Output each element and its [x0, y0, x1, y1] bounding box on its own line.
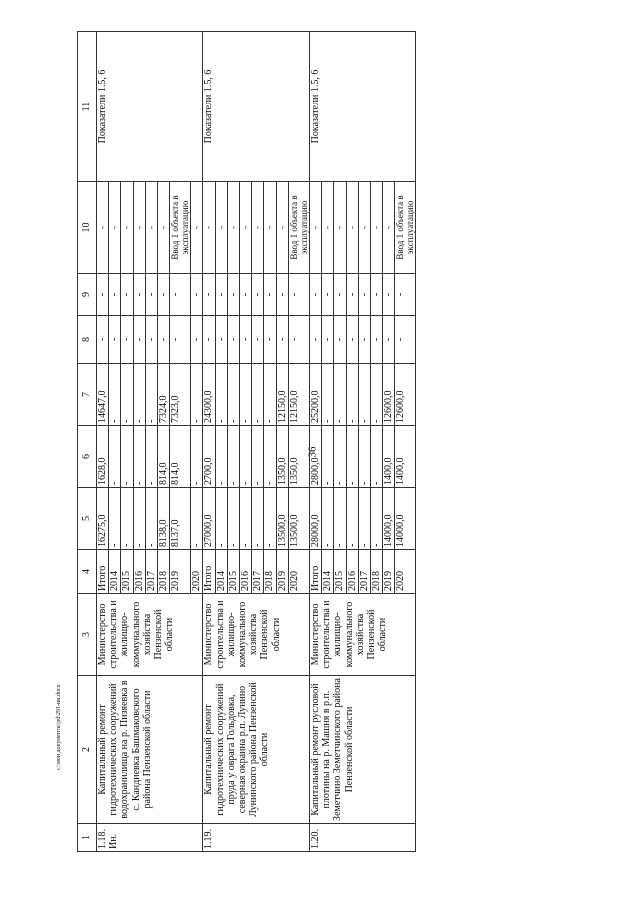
cell-col5: -: [121, 488, 133, 550]
cell-col10: -: [264, 182, 276, 274]
cell-col8: -: [109, 316, 121, 364]
cell-col10: -: [109, 182, 121, 274]
cell-col10: -: [191, 182, 203, 274]
item-executor: Министерство строительства и жилищно-коммунального хозяйства Пензенской области: [97, 594, 203, 676]
item-number: 1.18. Ин.: [97, 824, 203, 852]
cell-year: 2018: [157, 550, 169, 594]
item-indicators: Показатели 1.5, 6: [309, 32, 415, 182]
cell-col7: -: [334, 364, 346, 426]
cell-col5: -: [264, 488, 276, 550]
cell-col7: -: [145, 364, 157, 426]
cell-year: 2014: [322, 550, 334, 594]
cell-col6: 814,0: [157, 426, 169, 488]
cell-col6: -: [215, 426, 227, 488]
cell-col9: -: [264, 274, 276, 316]
cell-col5: 8138,0: [157, 488, 169, 550]
cell-col8: -: [334, 316, 346, 364]
cell-col5: -: [109, 488, 121, 550]
cell-col5: 8137,0: [170, 488, 191, 550]
cell-col10: -: [358, 182, 370, 274]
cell-col5: -: [145, 488, 157, 550]
item-executor: Министерство строительства и жилищно-коммунального хозяйства Пензенской области: [309, 594, 415, 676]
cell-year: 2018: [264, 550, 276, 594]
cell-col6: -: [227, 426, 239, 488]
cell-col6: -: [334, 426, 346, 488]
cell-col10: -: [240, 182, 252, 274]
cell-col10: -: [133, 182, 145, 274]
cell-col5: -: [227, 488, 239, 550]
cell-col6: -: [264, 426, 276, 488]
cell-col10: -: [97, 182, 109, 274]
cell-col9: -: [145, 274, 157, 316]
cell-col9: -: [97, 274, 109, 316]
cell-year: 2019: [276, 550, 288, 594]
cell-col6: 1628,0: [97, 426, 109, 488]
cell-col8: -: [227, 316, 239, 364]
header-col-7: 7: [78, 364, 97, 426]
cell-col7: 7324,0: [157, 364, 169, 426]
cell-col7: -: [358, 364, 370, 426]
cell-col7: -: [252, 364, 264, 426]
header-col-1: 1: [78, 824, 97, 852]
item-indicators: Показатели 1.5, 6: [203, 32, 309, 182]
cell-col9: -: [370, 274, 382, 316]
cell-col6: -: [358, 426, 370, 488]
cell-col5: -: [346, 488, 358, 550]
item-name: Капитальный ремонт русловой плотины на р. Машня в р.п. Земетчино Земетчинского района Пензенской области: [309, 676, 415, 824]
cell-col9: -: [203, 274, 215, 316]
cell-col9: -: [252, 274, 264, 316]
cell-year: 2017: [358, 550, 370, 594]
cell-col10: -: [322, 182, 334, 274]
cell-year: 2017: [252, 550, 264, 594]
cell-col10: -: [121, 182, 133, 274]
cell-year: 2020: [288, 550, 309, 594]
cell-col9: -: [322, 274, 334, 316]
page-number: 36: [306, 446, 319, 458]
cell-year: Итого: [203, 550, 215, 594]
cell-col6: -: [145, 426, 157, 488]
header-col-6: 6: [78, 426, 97, 488]
cell-col9: -: [383, 274, 395, 316]
cell-col6: 2800,0: [309, 426, 321, 488]
table-row: [97, 32, 109, 852]
cell-col9: -: [346, 274, 358, 316]
cell-year: 2020: [395, 550, 416, 594]
cell-col10: -: [276, 182, 288, 274]
cell-col5: -: [334, 488, 346, 550]
cell-col8: -: [276, 316, 288, 364]
header-col-4: 4: [78, 550, 97, 594]
cell-year: 2016: [346, 550, 358, 594]
cell-col10: -: [370, 182, 382, 274]
cell-col5: -: [191, 488, 203, 550]
cell-col8: -: [370, 316, 382, 364]
cell-col6: -: [322, 426, 334, 488]
cell-col9: -: [170, 274, 191, 316]
header-col-9: 9: [78, 274, 97, 316]
cell-year: 2020: [191, 550, 203, 594]
cell-col10: -: [309, 182, 321, 274]
cell-col7: 14647,0: [97, 364, 109, 426]
cell-year: 2015: [227, 550, 239, 594]
cell-col10: -: [383, 182, 395, 274]
cell-col7: -: [109, 364, 121, 426]
cell-col8: -: [97, 316, 109, 364]
cell-col5: 13500,0: [288, 488, 309, 550]
cell-col7: -: [191, 364, 203, 426]
rotated-table-container: [77, 32, 607, 852]
cell-col9: -: [240, 274, 252, 316]
header-col-8: 8: [78, 316, 97, 364]
cell-col5: 28000,0: [309, 488, 321, 550]
cell-col7: -: [215, 364, 227, 426]
cell-col7: 24300,0: [203, 364, 215, 426]
cell-col9: -: [109, 274, 121, 316]
cell-col7: -: [227, 364, 239, 426]
header-row: [78, 32, 97, 852]
cell-col8: -: [203, 316, 215, 364]
cell-col6: -: [346, 426, 358, 488]
item-name: Капитальный ремонт гидротехнических сооружений водохранилища на р. Пизяевка в с. Кандиевка Башмаковского района Пензенской области: [97, 676, 203, 824]
cell-col5: -: [358, 488, 370, 550]
cell-col10: -: [334, 182, 346, 274]
cell-col6: -: [252, 426, 264, 488]
cell-col9: -: [334, 274, 346, 316]
cell-col8: -: [252, 316, 264, 364]
cell-year: 2019: [383, 550, 395, 594]
cell-col7: 7323,0: [170, 364, 191, 426]
cell-col8: -: [133, 316, 145, 364]
cell-col5: -: [322, 488, 334, 550]
cell-col9: -: [276, 274, 288, 316]
cell-col6: 814,0: [170, 426, 191, 488]
cell-col8: -: [191, 316, 203, 364]
table-row: [309, 32, 321, 852]
cell-col7: -: [240, 364, 252, 426]
cell-col9: -: [358, 274, 370, 316]
cell-year: 2019: [170, 550, 191, 594]
cell-col8: -: [322, 316, 334, 364]
cell-col8: -: [145, 316, 157, 364]
cell-year: 2016: [240, 550, 252, 594]
cell-col5: 16275,0: [97, 488, 109, 550]
cell-col6: -: [109, 426, 121, 488]
item-name: Капитальный ремонт гидротехнических сооружений пруда у оврага Гольдовка, северная окраина р.п. Лунино Лунинского района Пензенской области: [203, 676, 309, 824]
cell-col5: 13500,0: [276, 488, 288, 550]
cell-col7: 25200,0: [309, 364, 321, 426]
cell-col6: 2700,0: [203, 426, 215, 488]
cell-col9: -: [395, 274, 416, 316]
header-col-2: 2: [78, 676, 97, 824]
cell-col10: -: [215, 182, 227, 274]
cell-col8: -: [121, 316, 133, 364]
cell-col8: -: [157, 316, 169, 364]
table-body: [97, 32, 416, 852]
cell-col8: -: [383, 316, 395, 364]
cell-year: 2015: [334, 550, 346, 594]
cell-col6: 1350,0: [276, 426, 288, 488]
cell-col6: 1350,0: [288, 426, 309, 488]
program-table: [77, 31, 416, 852]
cell-col7: -: [322, 364, 334, 426]
item-number: 1.20.: [309, 824, 415, 852]
cell-col8: -: [215, 316, 227, 364]
cell-col9: -: [121, 274, 133, 316]
cell-col7: 12600,0: [383, 364, 395, 426]
cell-col7: -: [264, 364, 276, 426]
cell-col6: -: [240, 426, 252, 488]
cell-col9: -: [157, 274, 169, 316]
cell-col7: 12600,0: [395, 364, 416, 426]
cell-col6: -: [121, 426, 133, 488]
cell-col8: -: [309, 316, 321, 364]
cell-col7: 12150,0: [276, 364, 288, 426]
cell-year: 2016: [133, 550, 145, 594]
cell-col5: -: [252, 488, 264, 550]
cell-col7: -: [133, 364, 145, 426]
table-row: [203, 32, 215, 852]
cell-col6: -: [370, 426, 382, 488]
cell-col5: -: [215, 488, 227, 550]
cell-col7: 12150,0: [288, 364, 309, 426]
header-col-10: 10: [78, 182, 97, 274]
cell-col5: 14000,0: [383, 488, 395, 550]
cell-col5: 27000,0: [203, 488, 215, 550]
cell-col8: -: [346, 316, 358, 364]
cell-col9: -: [288, 274, 309, 316]
cell-col10: Ввод 1 объекта в эксплуатацию: [170, 182, 191, 274]
cell-year: Итого: [309, 550, 321, 594]
cell-year: 2014: [109, 550, 121, 594]
header-col-3: 3: [78, 594, 97, 676]
cell-col8: -: [264, 316, 276, 364]
cell-col10: Ввод 1 объекта в эксплуатацию: [395, 182, 416, 274]
cell-col8: -: [170, 316, 191, 364]
cell-col9: -: [191, 274, 203, 316]
cell-col5: -: [240, 488, 252, 550]
cell-year: 2017: [145, 550, 157, 594]
cell-col5: -: [133, 488, 145, 550]
item-number: 1.19.: [203, 824, 309, 852]
cell-col8: -: [240, 316, 252, 364]
cell-col5: 14000,0: [395, 488, 416, 550]
cell-col7: -: [370, 364, 382, 426]
footer-file-path: c:\мои документы\рd\291-ии.docx: [56, 684, 62, 770]
cell-col9: -: [215, 274, 227, 316]
cell-col10: -: [145, 182, 157, 274]
cell-col6: 1400,0: [383, 426, 395, 488]
cell-col5: -: [370, 488, 382, 550]
cell-col10: -: [346, 182, 358, 274]
cell-col8: -: [358, 316, 370, 364]
header-col-11: 11: [78, 32, 97, 182]
cell-col7: -: [346, 364, 358, 426]
cell-col8: -: [288, 316, 309, 364]
cell-col9: -: [133, 274, 145, 316]
cell-year: Итого: [97, 550, 109, 594]
cell-col10: -: [203, 182, 215, 274]
cell-col10: -: [157, 182, 169, 274]
cell-col9: -: [309, 274, 321, 316]
cell-col6: -: [191, 426, 203, 488]
item-executor: Министерство строительства и жилищно-коммунального хозяйства Пензенской области: [203, 594, 309, 676]
cell-year: 2018: [370, 550, 382, 594]
cell-col10: -: [227, 182, 239, 274]
cell-col6: -: [133, 426, 145, 488]
cell-year: 2014: [215, 550, 227, 594]
cell-col10: -: [252, 182, 264, 274]
cell-year: 2015: [121, 550, 133, 594]
header-col-5: 5: [78, 488, 97, 550]
cell-col10: Ввод 1 объекта в эксплуатацию: [288, 182, 309, 274]
cell-col7: -: [121, 364, 133, 426]
cell-col6: 1400,0: [395, 426, 416, 488]
item-indicators: Показатели 1.5, 6: [97, 32, 203, 182]
cell-col9: -: [227, 274, 239, 316]
cell-col8: -: [395, 316, 416, 364]
